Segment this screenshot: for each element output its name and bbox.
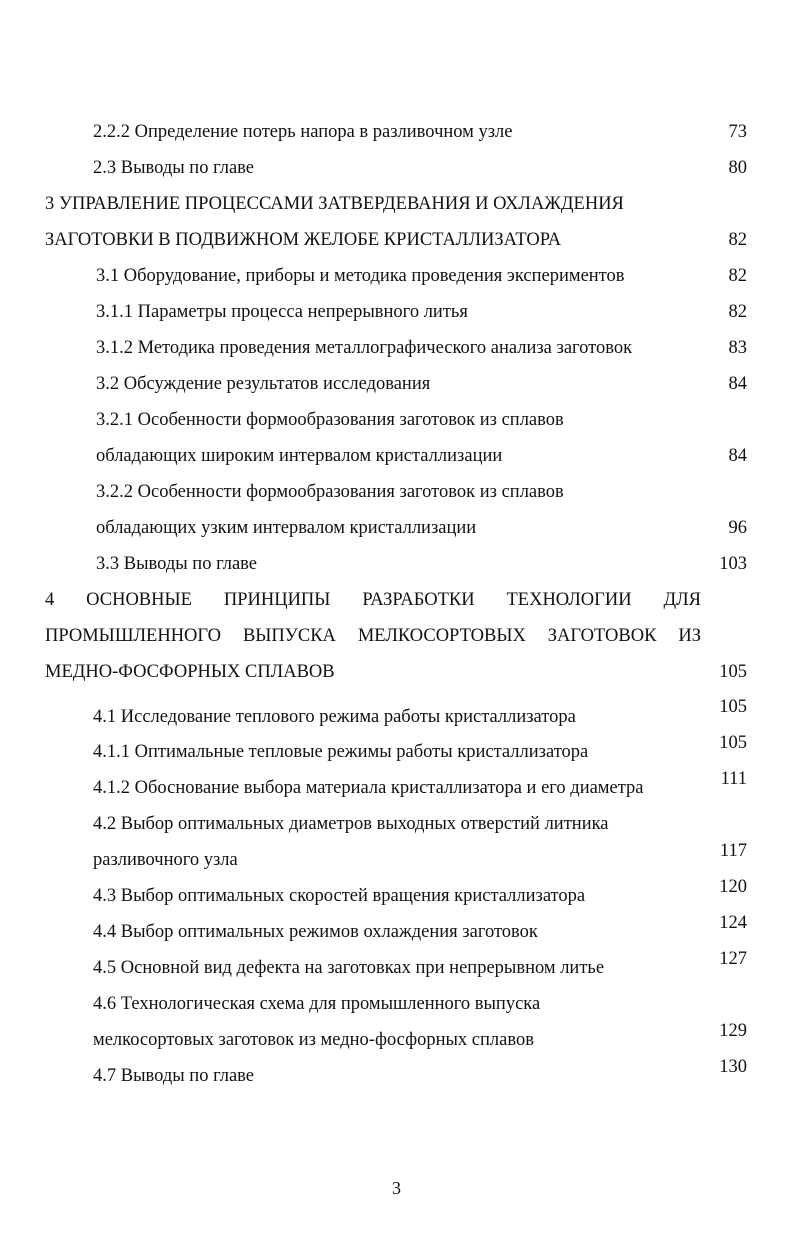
toc-entry-text: 3.1.1 Параметры процесса непрерывного литья xyxy=(96,302,468,322)
toc-entry-page: 105 xyxy=(719,733,747,753)
toc-chapter-heading: МЕДНО-ФОСФОРНЫХ СПЛАВОВ xyxy=(45,662,335,682)
heading-word: ЗАГОТОВОК xyxy=(547,626,657,646)
toc-entry-page: 84 xyxy=(728,374,747,394)
toc-entry-text: 3.3 Выводы по главе xyxy=(96,554,258,574)
toc-entry-text: 4.1.2 Обоснование выбора материала кристаллизатора и его диаметра xyxy=(93,778,644,798)
toc-entry-page: 105 xyxy=(719,662,747,682)
toc-entry-page: 117 xyxy=(719,841,747,861)
toc-entry-page: 82 xyxy=(728,230,747,250)
toc-entry-text: 4.7 Выводы по главе xyxy=(93,1066,255,1086)
toc-entry-page: 96 xyxy=(728,518,747,538)
heading-word: ТЕХНОЛОГИИ xyxy=(506,590,632,610)
toc-entry-text: 3.2.1 Особенности формообразования заготовок из сплавов xyxy=(96,410,564,430)
toc-entry-page: 127 xyxy=(719,949,747,969)
heading-word: ПРОМЫШЛЕННОГО xyxy=(45,626,222,646)
heading-word: ВЫПУСКА xyxy=(242,626,336,646)
toc-entry-page: 124 xyxy=(719,913,747,933)
toc-entry-text: 2.3 Выводы по главе xyxy=(93,158,255,178)
toc-entry-text: обладающих широким интервалом кристаллизации xyxy=(96,446,503,466)
toc-entry-page: 82 xyxy=(728,266,747,286)
toc-entry-page: 129 xyxy=(719,1021,747,1041)
toc-entry-page: 111 xyxy=(720,769,747,789)
toc-entry-text: 4.1.1 Оптимальные тепловые режимы работы кристаллизатора xyxy=(93,742,589,762)
toc-entry-text: мелкосортовых заготовок из медно-фосфорных сплавов xyxy=(93,1030,534,1050)
toc-entry-text: 3.2 Обсуждение результатов исследования xyxy=(96,374,431,394)
toc-chapter-heading-justified xyxy=(45,625,701,647)
toc-entry-page: 73 xyxy=(728,122,747,142)
heading-word: РАЗРАБОТКИ xyxy=(362,590,475,610)
toc-entry-text: 2.2.2 Определение потерь напора в разливочном узле xyxy=(93,122,513,142)
heading-word: МЕЛКОСОРТОВЫХ xyxy=(357,626,526,646)
toc-entry-text: 3.1 Оборудование, приборы и методика проведения экспериментов xyxy=(96,266,625,286)
toc-entry-page: 130 xyxy=(719,1057,747,1077)
toc-entry-text: обладающих узким интервалом кристаллизации xyxy=(96,518,477,538)
toc-entry-text: 4.4 Выбор оптимальных режимов охлаждения заготовок xyxy=(93,922,538,942)
toc-entry-text: 3.2.2 Особенности формообразования заготовок из сплавов xyxy=(96,482,564,502)
heading-word: 4 xyxy=(45,590,55,610)
toc-entry-page: 120 xyxy=(719,877,747,897)
toc-entry-page: 83 xyxy=(728,338,747,358)
toc-entry-text: 4.6 Технологическая схема для промышленного выпуска xyxy=(93,994,541,1014)
toc-chapter-heading-justified xyxy=(45,589,701,611)
toc-chapter-heading: ЗАГОТОВКИ В ПОДВИЖНОМ ЖЕЛОБЕ КРИСТАЛЛИЗАТОРА xyxy=(45,230,562,250)
toc-entry-page: 84 xyxy=(728,446,747,466)
toc-entry-text: 4.2 Выбор оптимальных диаметров выходных отверстий литника xyxy=(93,814,609,834)
toc-chapter-heading: 3 УПРАВЛЕНИЕ ПРОЦЕССАМИ ЗАТВЕРДЕВАНИЯ И ОХЛАЖДЕНИЯ xyxy=(45,194,624,214)
heading-word: ПРИНЦИПЫ xyxy=(223,590,331,610)
toc-entry-text: разливочного узла xyxy=(93,850,238,870)
toc-entry-page: 80 xyxy=(728,158,747,178)
heading-word: ИЗ xyxy=(678,626,701,646)
toc-entry-text: 4.3 Выбор оптимальных скоростей вращения кристаллизатора xyxy=(93,886,586,906)
toc-entry-page: 103 xyxy=(719,554,747,574)
page-number: 3 xyxy=(392,1178,401,1198)
toc-entry-page: 82 xyxy=(728,302,747,322)
toc-entry-text: 3.1.2 Методика проведения металлографического анализа заготовок xyxy=(96,338,633,358)
toc-entry-text: 4.5 Основной вид дефекта на заготовках при непрерывном литье xyxy=(93,958,605,978)
toc-entry-text: 4.1 Исследование теплового режима работы кристаллизатора xyxy=(93,707,576,727)
heading-word: ОСНОВНЫЕ xyxy=(86,590,192,610)
toc-entry-page: 105 xyxy=(719,697,747,717)
heading-word: ДЛЯ xyxy=(663,590,701,610)
